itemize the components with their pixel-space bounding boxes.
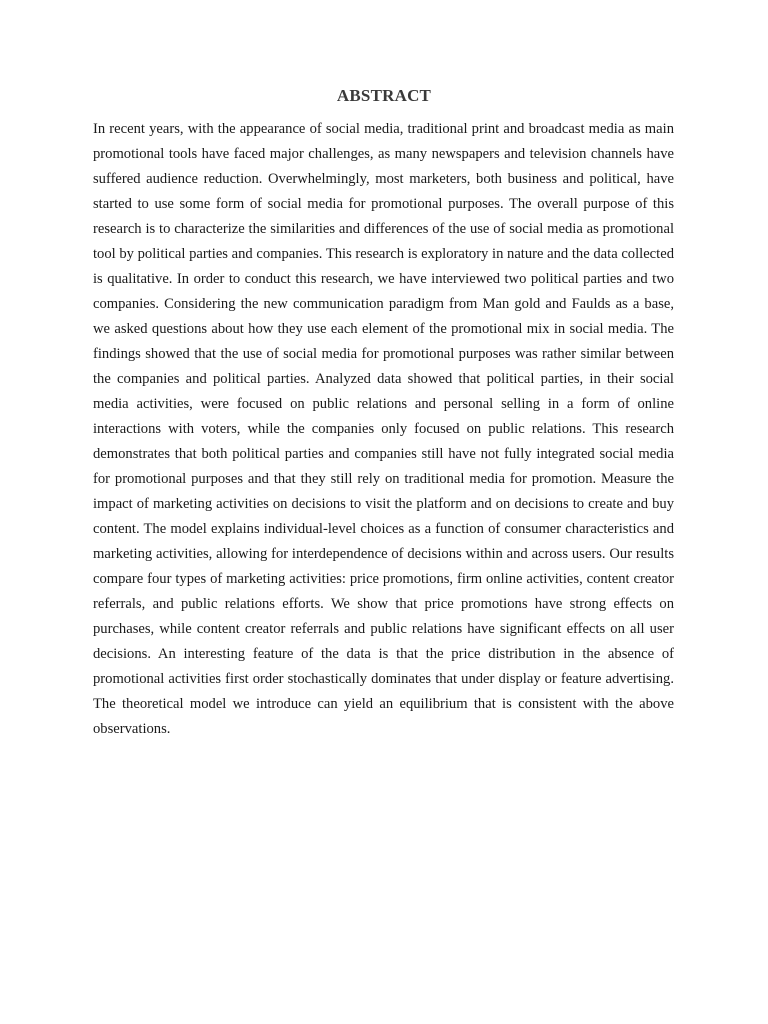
abstract-paragraph: In recent years, with the appearance of social media, traditional print and broadcast media as main promotional tools have faced major challenges, as many newspapers and television channels have suffered audience reduction. Overwhelmingly, most marketers, both business and political, have started to use some form of social media for promotional purposes. The overall purpose of this research is to characterize the similarities and differences of the use of social media as promotional tool by political parties and companies. This research is exploratory in nature and the data collected is qualitative. In order to conduct this research, we have interviewed two political parties and two companies. Considering the new communication paradigm from Man gold and Faulds as a base, we asked questions about how they use each element of the promotional mix in social media. The findings showed that the use of social media for promotional purposes was rather similar between the companies and political parties. Analyzed data showed that political parties, in their social media activities, were focused on public relations and personal selling in a form of online interactions with voters, while the companies only focused on public relations. This research demonstrates that both political parties and companies still have not fully integrated social media for promotional purposes and that they still rely on traditional media for promotion. Measure the impact of marketing activities on decisions to visit the platform and on decisions to create and buy content. The model explains individual-level choices as a function of consumer characteristics and marketing activities, allowing for interdependence of decisions within and across users. Our results compare four types of marketing activities: price promotions, firm online activities, content creator referrals, and public relations efforts. We show that price promotions have strong effects on purchases, while content creator referrals and public relations have significant effects on all user decisions. An interesting feature of the data is that the price distribution in the absence of promotional activities first order stochastically dominates that under display or feature advertising. The theoretical model we introduce can yield an equilibrium that is consistent with the above observations. <box>93 121 674 737</box>
abstract-heading: ABSTRACT <box>336 86 432 105</box>
